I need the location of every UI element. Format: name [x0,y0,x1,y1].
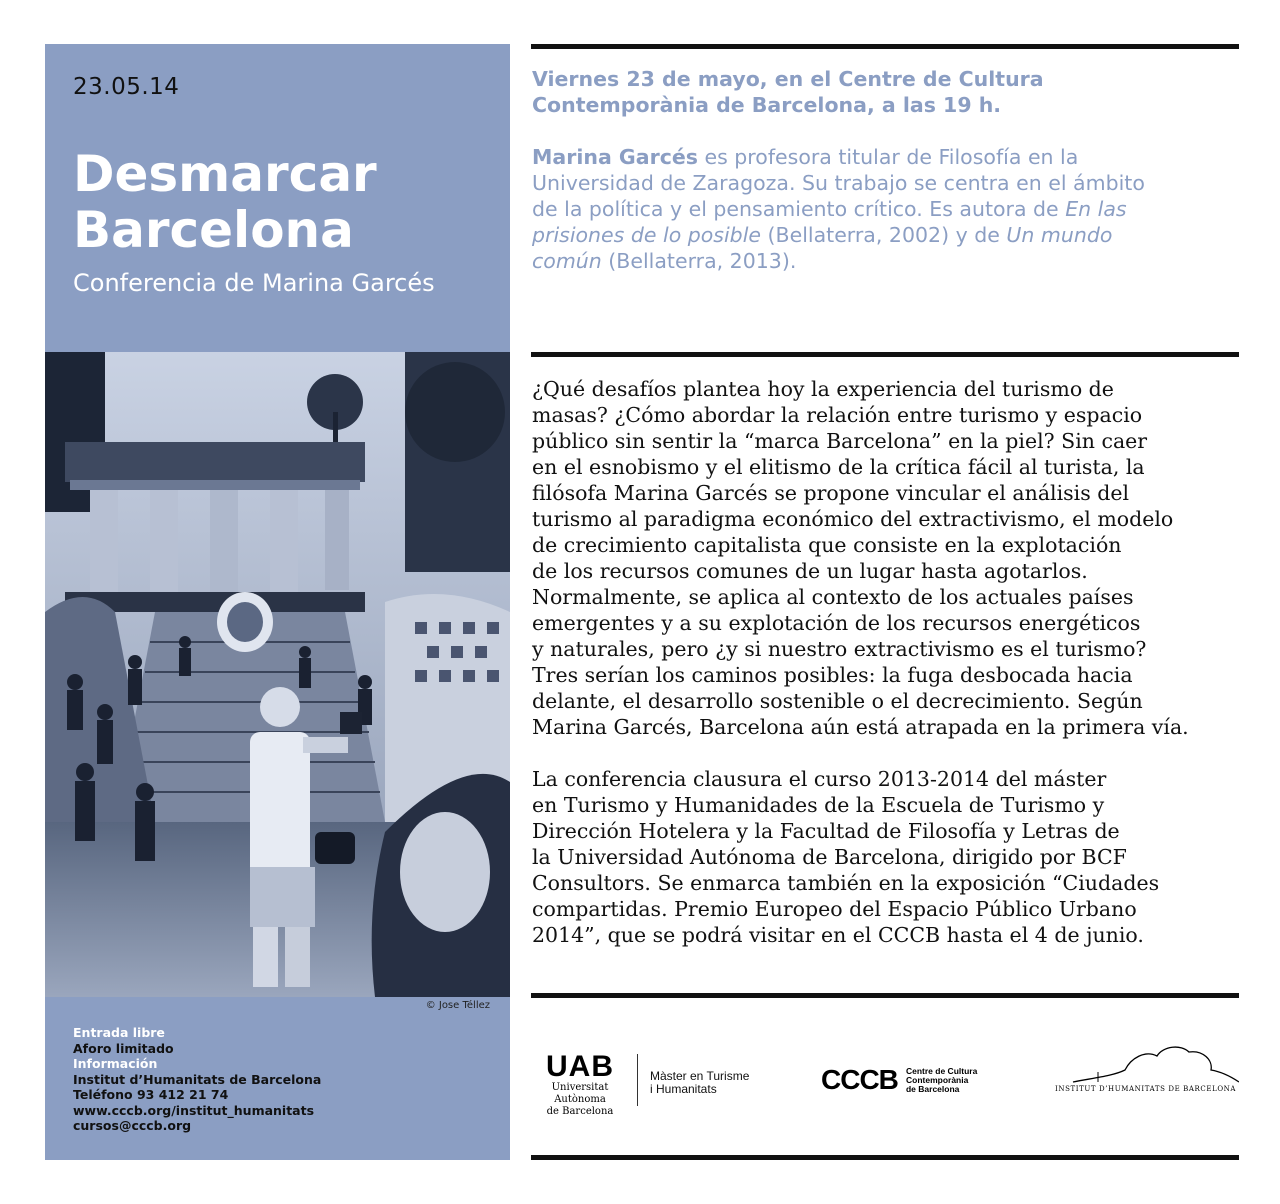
middle-rule [531,352,1239,357]
photo-credit: © Jose Téllez [425,1000,490,1011]
body-line: la Universidad Autónoma de Barcelona, dirigido por BCF [532,845,1127,869]
capacity-label: Aforo limitado [73,1040,174,1056]
master-line-2: i Humanitats [650,1082,717,1096]
book-title: En las [1065,197,1127,221]
bio-text: es profesora titular de Filosofía en la [697,145,1079,169]
body-line: filósofa Marina Garcés se propone vincular el análisis del [532,481,1130,505]
bio-line-5 [532,248,1232,274]
phone-number: Teléfono 93 412 21 74 [73,1087,229,1102]
cccb-line-1: Centre de Cultura [905,1065,978,1076]
info-block [73,1025,321,1134]
body-line: Normalmente, se aplica al contexto de los actuales países [532,585,1134,609]
subtitle: Conferencia de Marina Garcés [73,269,435,297]
page-title [73,146,377,258]
body-line: Consultors. Se enmarca también en la exposición “Ciudades [532,871,1160,895]
book-title: prisiones de lo posible [532,223,762,247]
photo-illustration [45,352,510,997]
speaker-bio [532,144,1232,274]
bio-line-4 [532,222,1232,248]
cccb-mark: CCCB [821,1064,898,1095]
bio-text: (Bellaterra, 2002) y de [761,223,1007,247]
institut-humanitats-logo [1053,1044,1239,1104]
body-line: en Turismo y Humanidades de la Escuela de Turismo y [532,793,1105,817]
speaker-name: Marina Garcés [532,145,698,169]
body-line: Dirección Hotelera y la Facultad de Filosofía y Letras de [532,819,1120,843]
logos-row [531,1040,1239,1120]
bio-line-2: Universidad de Zaragoza. Su trabajo se centra en el ámbito [532,171,1145,195]
uab-mark: UAB [546,1050,614,1083]
body-line: masas? ¿Cómo abordar la relación entre turismo y espacio [532,403,1143,427]
entry-label: Entrada libre [73,1025,165,1040]
email-link[interactable]: cursos@cccb.org [73,1118,192,1133]
website-link[interactable]: www.cccb.org/institut_humanitats [73,1102,315,1118]
title-line-1: Desmarcar [73,145,377,203]
cccb-logo [821,1064,977,1096]
body-line: Marina Garcés, Barcelona aún está atrapada en la primera vía. [532,715,1189,739]
paragraph-2 [532,766,1242,948]
event-heading-line-2: Contemporània de Barcelona, a las 19 h. [532,93,1002,117]
body-line: La conferencia clausura el curso 2013-2014 del máster [532,767,1107,791]
body-line: de los recursos comunes de un lugar hasta agotarlos. [532,559,1088,583]
body-line: compartidas. Premio Europeo del Espacio Público Urbano [532,897,1137,921]
master-logo [650,1070,749,1096]
bio-line-1 [532,144,1232,170]
body-line: en el esnobismo y el elitismo de la crítica fácil al turista, la [532,455,1145,479]
left-panel [45,44,510,1160]
event-heading [532,66,1044,118]
body-text [532,376,1242,974]
body-line: y naturales, pero ¿y si nuestro extractivismo es el turismo? [532,637,1147,661]
bio-text: de la política y el pensamiento crítico. Es autora de [532,197,1066,221]
bottom-rule [531,1155,1239,1160]
body-line: Tres serían los caminos posibles: la fuga desbocada hacia [532,663,1133,687]
bio-line-3 [532,196,1232,222]
institution-name: Institut d’Humanitats de Barcelona [73,1071,322,1087]
paragraph-1 [532,376,1242,740]
body-line: delante, el desarrollo sostenible o el decrecimiento. Según [532,689,1143,713]
master-line-1: Màster en Turisme [650,1069,750,1083]
cccb-line-2: Contemporània [905,1074,969,1085]
body-line: público sin sentir la “marca Barcelona” en la piel? Sin caer [532,429,1148,453]
event-date: 23.05.14 [73,74,180,100]
event-heading-line-1: Viernes 23 de mayo, en el Centre de Cultura [532,67,1044,91]
institut-humanitats-text: INSTITUT D’HUMANITATS DE BARCELONA [1055,1085,1237,1093]
lower-rule [531,993,1239,998]
cloud-icon [1053,1044,1239,1084]
uab-logo [531,1052,629,1118]
info-heading: Información [73,1056,158,1071]
bio-text: (Bellaterra, 2013). [601,249,797,273]
cccb-name [906,1067,977,1094]
body-line: de crecimiento capitalista que consiste en la explotación [532,533,1122,557]
book-title: común [532,249,602,273]
body-line: emergentes y a su explotación de los recursos energéticos [532,611,1141,635]
park-guell-photo [45,352,510,997]
title-line-2: Barcelona [73,201,354,259]
uab-name-line-2: de Barcelona [546,1106,614,1117]
body-line: 2014”, que se podrá visitar en el CCCB hasta el 4 de junio. [532,923,1144,947]
cccb-line-3: de Barcelona [905,1083,960,1094]
logo-divider [637,1054,638,1106]
body-line: ¿Qué desafíos plantea hoy la experiencia del turismo de [532,377,1114,401]
book-title: Un mundo [1006,223,1113,247]
top-rule [531,44,1239,49]
body-line: turismo al paradigma económico del extractivismo, el modelo [532,507,1174,531]
uab-name-line-1: Universitat Autònoma [551,1082,609,1105]
